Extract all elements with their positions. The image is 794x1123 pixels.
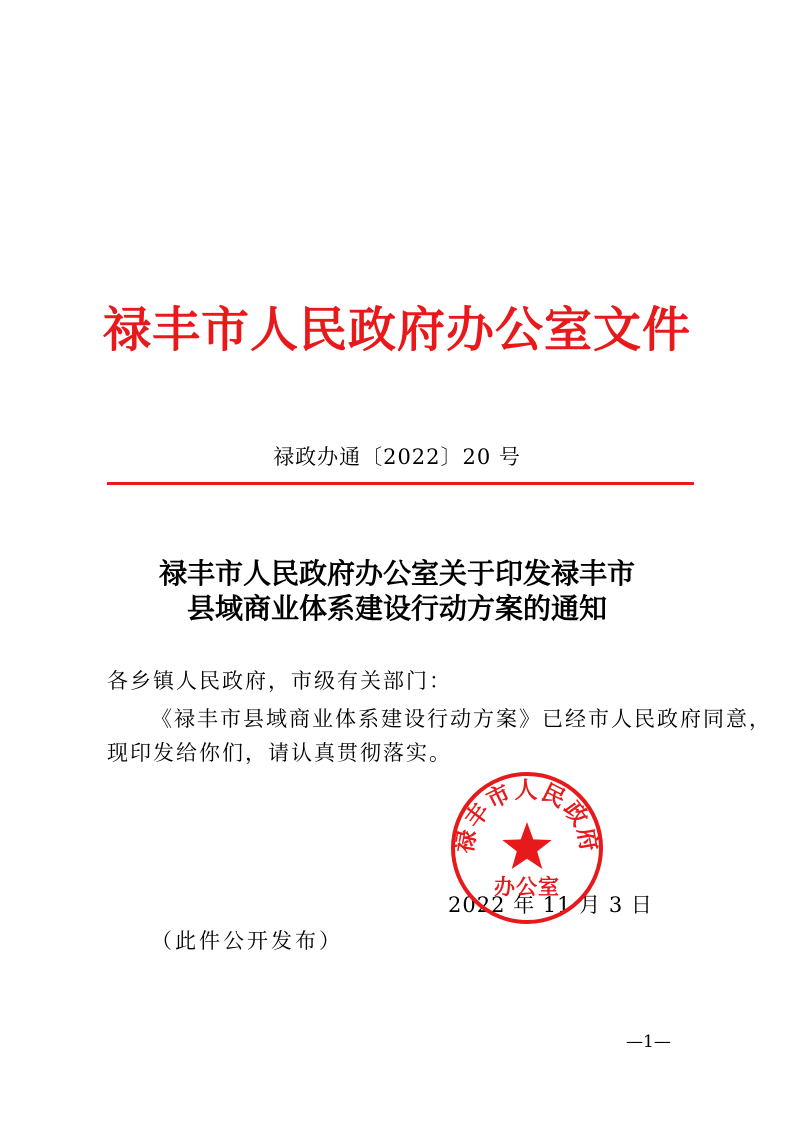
document-number: 禄政办通〔2022〕20 号 — [273, 445, 521, 469]
salutation: 各乡镇人民政府，市级有关部门： — [107, 669, 452, 693]
page-number: —1— — [626, 1032, 671, 1052]
body-paragraph-line-1: 《禄丰市县域商业体系建设行动方案》已经市人民政府同意， — [151, 707, 772, 731]
seal-top-text: 禄丰市人民政府 — [450, 776, 604, 856]
publication-note: （此件公开发布） — [151, 929, 343, 953]
official-seal — [449, 770, 605, 926]
body-paragraph-line-2: 现印发给你们，请认真贯彻落实。 — [107, 741, 452, 765]
issue-date: 2022 年 11 月 3 日 — [448, 893, 653, 917]
document-title-line-2: 县域商业体系建设行动方案的通知 — [186, 592, 607, 625]
masthead-title: 禄丰市人民政府办公室文件 — [102, 302, 691, 358]
red-divider-line — [107, 482, 694, 485]
seal-bottom-text: 办公室 — [494, 874, 560, 899]
document-title-line-1: 禄丰市人民政府办公室关于印发禄丰市 — [158, 557, 635, 590]
document-title — [0, 556, 794, 626]
seal-star-icon — [502, 822, 551, 869]
